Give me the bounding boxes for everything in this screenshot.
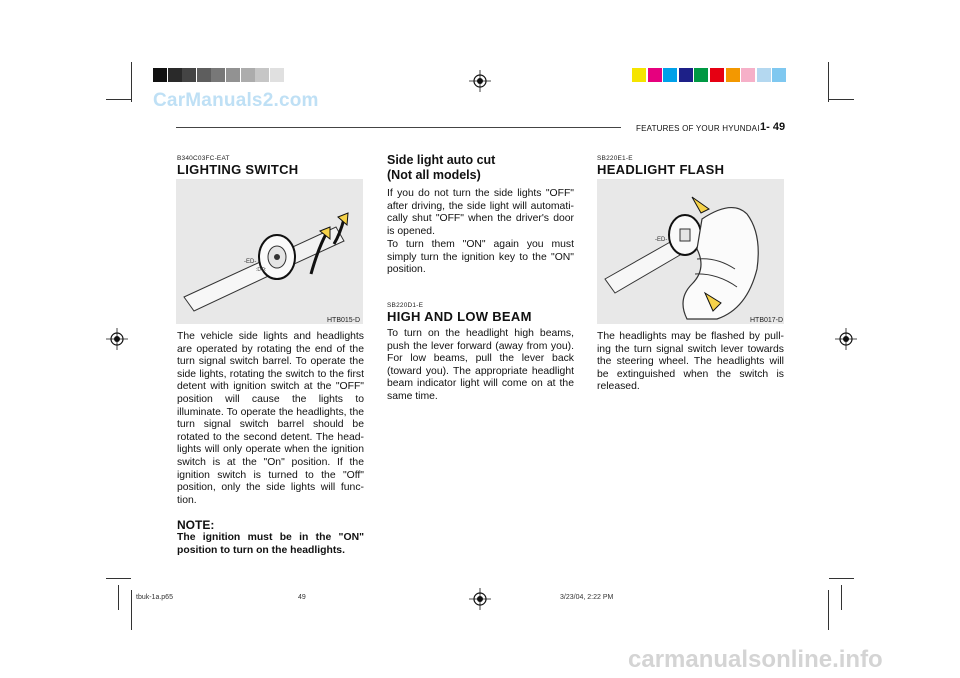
color-swatch	[757, 68, 771, 82]
crop-mark	[106, 578, 131, 579]
lighting-switch-figure	[176, 179, 363, 324]
crop-mark	[829, 99, 854, 100]
registration-mark-icon	[469, 70, 491, 92]
body-paragraph: If you do not turn the side lights "OFF" after driving, the side light will automati-cally shut "OFF" when the driver's door is opened.	[387, 188, 574, 237]
crop-mark	[828, 590, 829, 630]
footer-file: tbuk-1a.p65	[136, 594, 173, 601]
section-code: SB220D1-E	[387, 302, 424, 309]
subsection-title: Side light auto cut	[387, 153, 496, 167]
hand-on-lever-icon	[597, 179, 784, 324]
figure-code: HTB015-D	[327, 317, 361, 324]
note-body: The ignition must be in the "ON" position to turn on the headlights.	[177, 532, 364, 556]
section-code: SB220E1-E	[597, 155, 633, 162]
gray-swatch	[241, 68, 255, 82]
section-header: FEATURES OF YOUR HYUNDAI	[636, 124, 760, 133]
section-title: HEADLIGHT FLASH	[597, 162, 725, 177]
note-title: NOTE:	[177, 518, 215, 532]
registration-mark-icon	[835, 328, 857, 350]
gray-swatch	[168, 68, 182, 82]
color-swatch	[694, 68, 708, 82]
color-swatch	[710, 68, 724, 82]
section-code: B340C03FC-EAT	[177, 155, 230, 162]
color-swatch	[679, 68, 693, 82]
color-swatch	[741, 68, 755, 82]
headlight-flash-figure	[597, 179, 784, 324]
color-swatch	[663, 68, 677, 82]
gray-swatch	[270, 68, 284, 82]
body-paragraph: To turn on the headlight high beams, push the lever forward (away from you). For low beams, pull the lever back (toward you). The appropriate headlight beam indicator light will come on at the same time.	[387, 328, 574, 402]
crop-mark	[131, 590, 132, 630]
gray-swatch	[197, 68, 211, 82]
color-swatch	[726, 68, 740, 82]
body-paragraph: The vehicle side lights and headlights are operated by rotating the end of the turn signal switch barrel. To operate the side lights, rotating the switch to the first detent with ignition switch at the "OFF" position will cause the lights to illuminate. To operate the headlights, the turn signal switch barrel should be rotated to the second detent. The head-lights will only operate when the ignition switch is at the "On" position. If the ignition switch is turned to the "Off" position, only the side lights will func-tion.	[177, 331, 364, 506]
svg-text::DO:: :DO:	[256, 267, 267, 273]
color-swatch	[772, 68, 786, 82]
page-number: 1- 49	[760, 121, 786, 133]
footer-date: 3/23/04, 2:22 PM	[560, 594, 614, 601]
registration-mark-icon	[106, 328, 128, 350]
gray-swatch	[153, 68, 167, 82]
crop-mark	[829, 578, 854, 579]
crop-mark	[131, 62, 132, 102]
subsection-subtitle: (Not all models)	[387, 168, 481, 182]
body-paragraph: The headlights may be flashed by pull-ing the turn signal switch lever towards the steering wheel. The headlights will be extinguished when the switch is released.	[597, 331, 784, 393]
section-title: HIGH AND LOW BEAM	[387, 309, 532, 324]
svg-text:-ED-: -ED-	[655, 237, 668, 243]
crop-mark	[106, 99, 131, 100]
crop-mark	[841, 585, 842, 610]
crop-mark	[828, 62, 829, 102]
header-rule	[176, 127, 621, 128]
footer-page: 49	[298, 594, 306, 601]
gray-swatch	[226, 68, 240, 82]
gray-swatch	[255, 68, 269, 82]
section-title: LIGHTING SWITCH	[177, 162, 299, 177]
color-swatch	[632, 68, 646, 82]
svg-text:-ED-: -ED-	[244, 259, 257, 265]
color-swatch	[648, 68, 662, 82]
gray-swatch	[211, 68, 225, 82]
watermark-top[interactable]: CarManuals2.com	[153, 90, 319, 111]
gray-swatch	[182, 68, 196, 82]
body-paragraph: To turn them "ON" again you must simply turn the ignition key to the "ON" position.	[387, 239, 574, 276]
registration-mark-icon	[469, 588, 491, 610]
figure-code: HTB017-D	[750, 317, 784, 324]
watermark-bottom[interactable]: carmanualsonline.info	[628, 646, 883, 673]
crop-mark	[118, 585, 119, 610]
turn-signal-lever-icon	[176, 179, 363, 324]
